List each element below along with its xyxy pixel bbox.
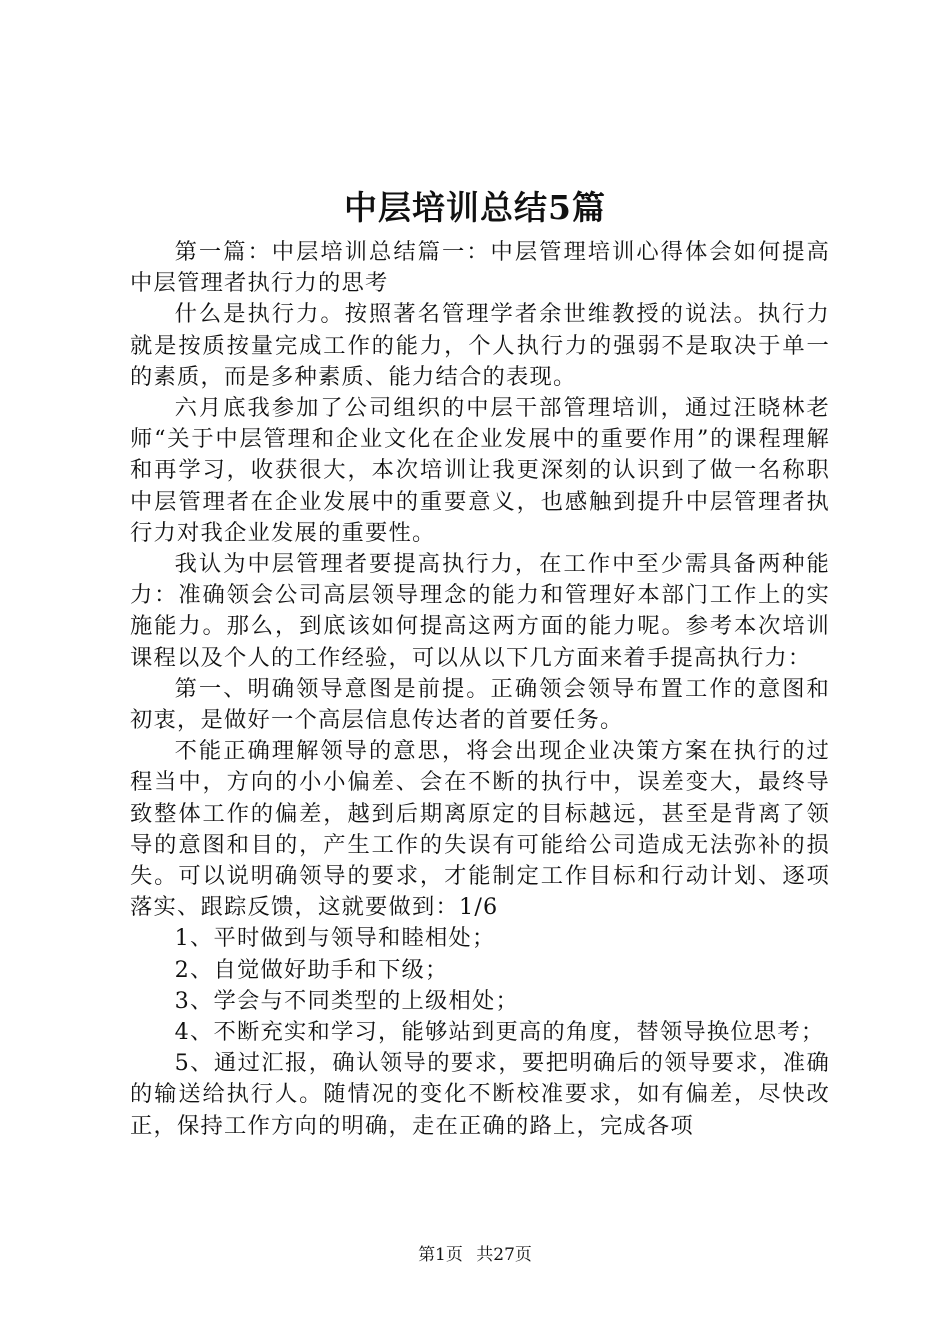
- paragraph: 不能正确理解领导的意思，将会出现企业决策方案在执行的过程当中，方向的小小偏差、会在不断的执行中，误差变大，最终导致整体工作的偏差，越到后期离原定的目标越远，甚至是背离了领导的意图和目的，产生工作的失误有可能给公司造成无法弥补的损失。可以说明确领导的要求，才能制定工作目标和行动计划、逐项落实、跟踪反馈，这就要做到：1/6: [130, 738, 830, 921]
- page-number-total: 共27页: [476, 1245, 532, 1265]
- list-item: 4、不断充实和学习，能够站到更高的角度，替领导换位思考；: [174, 1019, 825, 1046]
- paragraph: 什么是执行力。按照著名管理学者余世维教授的说法。执行力就是按质按量完成工作的能力，个人执行力的强弱不是取决于单一的素质，而是多种素质、能力结合的表现。: [130, 301, 830, 390]
- page-number-current: 第1页: [418, 1245, 463, 1265]
- paragraph: 我认为中层管理者要提高执行力，在工作中至少需具备两种能力：准确领会公司高层领导理念的能力和管理好本部门工作上的实施能力。那么，到底该如何提高这两方面的能力呢。参考本次培训课程以及个人的工作经验，可以从以下几方面来着手提高执行力：: [130, 551, 830, 671]
- list-item: 1、平时做到与领导和睦相处；: [174, 925, 496, 952]
- list-item: 3、学会与不同类型的上级相处；: [174, 987, 519, 1014]
- paragraph: 第一、明确领导意图是前提。正确领会领导布置工作的意图和初衷，是做好一个高层信息传达者的首要任务。: [130, 675, 830, 734]
- paragraph: 第一篇：中层培训总结篇一：中层管理培训心得体会如何提高中层管理者执行力的思考: [130, 239, 830, 297]
- document-body: [130, 237, 830, 1142]
- list-item: 2、自觉做好助手和下级；: [174, 956, 449, 983]
- list-item: 5、通过汇报，确认领导的要求，要把明确后的领导要求，准确的输送给执行人。随情况的变化不断校准要求，如有偏差，尽快改正，保持工作方向的明确，走在正确的路上，完成各项: [130, 1050, 830, 1139]
- document-title: 中层培训总结5篇: [344, 188, 606, 227]
- paragraph: 六月底我参加了公司组织的中层干部管理培训，通过汪晓林老师“关于中层管理和企业文化在企业发展中的重要作用”的课程理解和再学习，收获很大，本次培训让我更深刻的认识到了做一名称职中层管理者在企业发展中的重要意义，也感触到提升中层管理者执行力对我企业发展的重要性。: [130, 395, 830, 546]
- page-footer: [0, 1244, 950, 1266]
